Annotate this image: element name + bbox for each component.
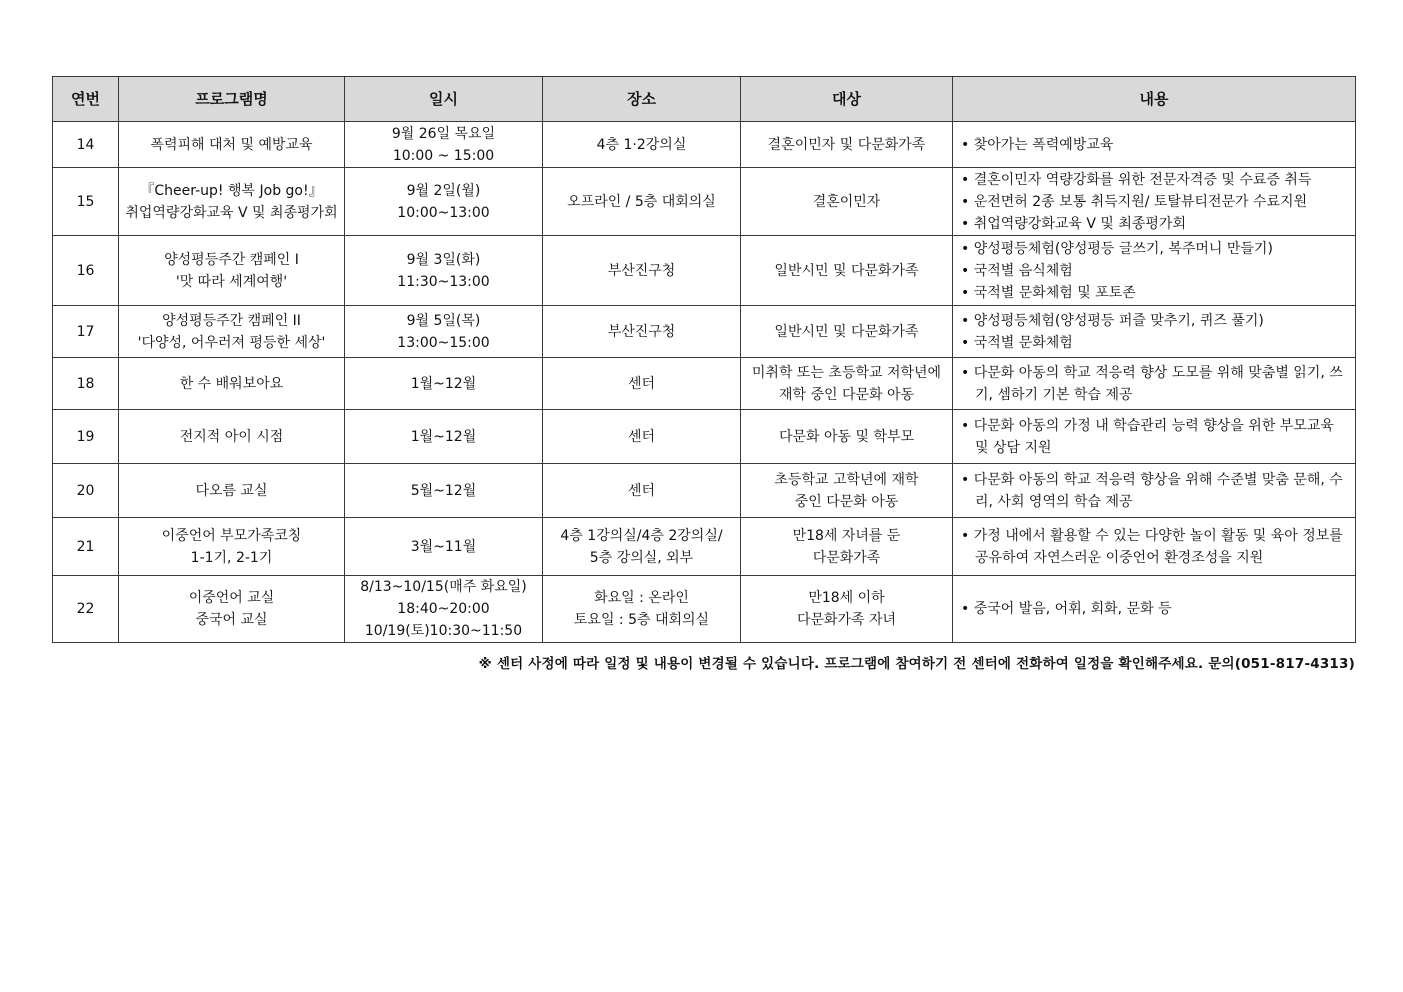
program-name-line: 다오름 교실 (195, 482, 268, 499)
table-header-row (53, 77, 1356, 122)
datetime-line: 13:00~15:00 (397, 334, 490, 351)
row-number: 22 (53, 576, 119, 643)
target-cell (741, 358, 953, 410)
content-bullet: • 국적별 음식체험 (961, 262, 1073, 279)
table-row (53, 518, 1356, 576)
datetime-cell (345, 410, 543, 464)
program-name-cell (119, 464, 345, 518)
program-name-line: 전지적 아이 시점 (179, 428, 284, 445)
place-line: 화요일 : 온라인 (594, 590, 689, 606)
program-name-cell (119, 576, 345, 643)
table-row (53, 576, 1356, 643)
program-name-line: 한 수 배워보아요 (179, 375, 284, 392)
datetime-line: 9월 26일 목요일 (391, 125, 496, 142)
datetime-cell (345, 518, 543, 576)
content-bullet: • 국적별 문화체험 및 포토존 (961, 284, 1136, 301)
target-line: 일반시민 및 다문화가족 (774, 262, 919, 279)
target-line: 일반시민 및 다문화가족 (774, 323, 919, 340)
target-cell (741, 168, 953, 236)
program-name-line: '다양성, 어우러져 평등한 세상' (137, 334, 326, 351)
datetime-line: 10:00 ~ 15:00 (392, 147, 495, 164)
program-name-line: 이중언어 교실 (188, 590, 275, 606)
program-name-line: 양성평등주간 캠페인 II (162, 312, 301, 329)
place-line: 4층 1·2강의실 (596, 136, 687, 153)
content-cell (953, 122, 1356, 168)
program-name-cell (119, 306, 345, 358)
place-line: 오프라인 / 5층 대회의실 (567, 193, 716, 210)
header-datetime: 일시 (345, 77, 543, 122)
datetime-cell (345, 464, 543, 518)
program-name-line: 양성평등주간 캠페인 I (164, 251, 299, 268)
program-name-cell (119, 518, 345, 576)
program-name-line: 폭력피해 대처 및 예방교육 (150, 136, 313, 153)
program-name-cell (119, 358, 345, 410)
table-row (53, 168, 1356, 236)
table-row (53, 236, 1356, 306)
datetime-line: 9월 5일(목) (406, 312, 481, 329)
header-place: 장소 (543, 77, 741, 122)
content-bullet: • 취업역량강화교육 Ⅴ 및 최종평가회 (961, 215, 1186, 232)
datetime-line: 5월~12월 (410, 482, 477, 499)
target-line: 결혼이민자 (812, 193, 881, 210)
datetime-line: 9월 3일(화) (406, 251, 481, 268)
program-name-line: 『Cheer-up! 행복 Job go!』 (140, 182, 323, 199)
target-cell (741, 236, 953, 306)
program-name-line: 취업역량강화교육 Ⅴ 및 최종평가회 (125, 204, 338, 221)
target-line: 미취학 또는 초등학교 저학년에 (751, 364, 942, 381)
row-number: 14 (53, 122, 119, 168)
content-cell (953, 576, 1356, 643)
target-line: 만18세 이하 (808, 590, 885, 606)
header-content: 내용 (953, 77, 1356, 122)
target-line: 결혼이민자 및 다문화가족 (767, 136, 926, 153)
place-line: 센터 (627, 375, 656, 392)
place-cell (543, 358, 741, 410)
place-cell (543, 168, 741, 236)
content-bullet: • 중국어 발음, 어휘, 회화, 문화 등 (961, 601, 1172, 617)
place-cell (543, 410, 741, 464)
content-bullet: • 다문화 아동의 학교 적응력 향상을 위해 수준별 맞춤 문해, 수리, 사회 영역의 학습 제공 (961, 471, 1343, 510)
datetime-cell (345, 358, 543, 410)
datetime-line: 3월~11월 (410, 538, 477, 555)
content-bullet: • 양성평등체험(양성평등 글쓰기, 복주머니 만들기) (961, 240, 1273, 257)
datetime-cell (345, 236, 543, 306)
target-line: 다문화가족 자녀 (796, 612, 897, 628)
datetime-cell (345, 306, 543, 358)
place-cell (543, 464, 741, 518)
program-schedule-table (52, 76, 1356, 643)
place-cell (543, 518, 741, 576)
program-name-cell (119, 410, 345, 464)
place-line: 부산진구청 (607, 262, 676, 279)
place-line: 센터 (627, 428, 656, 445)
place-cell (543, 306, 741, 358)
program-name-line: 1-1기, 2-1기 (190, 549, 273, 566)
target-line: 다문화가족 (812, 549, 881, 566)
content-cell (953, 358, 1356, 410)
program-name-line: 이중언어 부모가족코칭 (161, 527, 302, 544)
content-bullet: • 다문화 아동의 학교 적응력 향상 도모를 위해 맞춤별 읽기, 쓰기, 셈하기 기본 학습 제공 (961, 364, 1343, 403)
place-cell (543, 576, 741, 643)
content-cell (953, 518, 1356, 576)
target-line: 초등학교 고학년에 재학 (774, 471, 919, 488)
datetime-cell (345, 576, 543, 643)
row-number: 19 (53, 410, 119, 464)
row-number: 16 (53, 236, 119, 306)
row-number: 18 (53, 358, 119, 410)
datetime-line: 1월~12월 (410, 428, 477, 445)
place-cell (543, 122, 741, 168)
place-line: 센터 (627, 482, 656, 499)
content-cell (953, 306, 1356, 358)
content-cell (953, 236, 1356, 306)
row-number: 21 (53, 518, 119, 576)
program-name-cell (119, 168, 345, 236)
datetime-line: 10/19(토)10:30~11:50 (364, 623, 523, 639)
target-line: 재학 중인 다문화 아동 (778, 386, 915, 403)
datetime-cell (345, 168, 543, 236)
content-bullet: • 가정 내에서 활용할 수 있는 다양한 놀이 활동 및 육아 정보를 공유하여 자연스러운 이중언어 환경조성을 지원 (961, 527, 1343, 566)
target-line: 중인 다문화 아동 (794, 493, 899, 510)
datetime-cell (345, 122, 543, 168)
program-name-cell (119, 122, 345, 168)
row-number: 20 (53, 464, 119, 518)
table-row (53, 306, 1356, 358)
target-cell (741, 122, 953, 168)
place-line: 토요일 : 5층 대회의실 (573, 612, 710, 628)
table-row (53, 358, 1356, 410)
target-cell (741, 410, 953, 464)
datetime-line: 18:40~20:00 (397, 601, 490, 617)
content-bullet: • 양성평등체험(양성평등 퍼즐 맞추기, 퀴즈 풀기) (961, 312, 1264, 329)
header-program: 프로그램명 (119, 77, 345, 122)
footnote: ※ 센터 사정에 따라 일정 및 내용이 변경될 수 있습니다. 프로그램에 참여하기 전 센터에 전화하여 일정을 확인해주세요. 문의(051-817-4313) (478, 656, 1355, 672)
table-row (53, 410, 1356, 464)
target-cell (741, 464, 953, 518)
header-target: 대상 (741, 77, 953, 122)
content-bullet: • 다문화 아동의 가정 내 학습관리 능력 향상을 위한 부모교육 및 상담 지원 (961, 417, 1334, 456)
target-line: 만18세 자녀를 둔 (792, 527, 901, 544)
place-line: 5층 강의실, 외부 (589, 549, 694, 566)
row-number: 17 (53, 306, 119, 358)
content-bullet: • 국적별 문화체험 (961, 334, 1073, 351)
target-cell (741, 576, 953, 643)
program-name-line: 중국어 교실 (195, 612, 268, 628)
datetime-line: 8/13~10/15(매주 화요일) (360, 579, 527, 595)
place-line: 부산진구청 (607, 323, 676, 340)
datetime-line: 11:30~13:00 (397, 273, 490, 290)
content-bullet: • 찾아가는 폭력예방교육 (961, 136, 1114, 153)
table-body (53, 122, 1356, 643)
program-name-cell (119, 236, 345, 306)
header-no: 연번 (53, 77, 119, 122)
table-row (53, 464, 1356, 518)
datetime-line: 1월~12월 (410, 375, 477, 392)
place-cell (543, 236, 741, 306)
target-line: 다문화 아동 및 학부모 (778, 428, 915, 445)
content-cell (953, 410, 1356, 464)
table-row (53, 122, 1356, 168)
place-line: 4층 1강의실/4층 2강의실/ (560, 527, 723, 544)
content-cell (953, 168, 1356, 236)
content-bullet: • 결혼이민자 역량강화를 위한 전문자격증 및 수료증 취득 (961, 171, 1312, 188)
datetime-line: 10:00~13:00 (397, 204, 490, 221)
target-cell (741, 306, 953, 358)
target-cell (741, 518, 953, 576)
row-number: 15 (53, 168, 119, 236)
program-name-line: '맛 따라 세계여행' (175, 273, 288, 290)
content-bullet: • 운전면허 2종 보통 취득지원/ 토탈뷰티전문가 수료지원 (961, 193, 1308, 210)
content-cell (953, 464, 1356, 518)
datetime-line: 9월 2일(월) (406, 182, 481, 199)
